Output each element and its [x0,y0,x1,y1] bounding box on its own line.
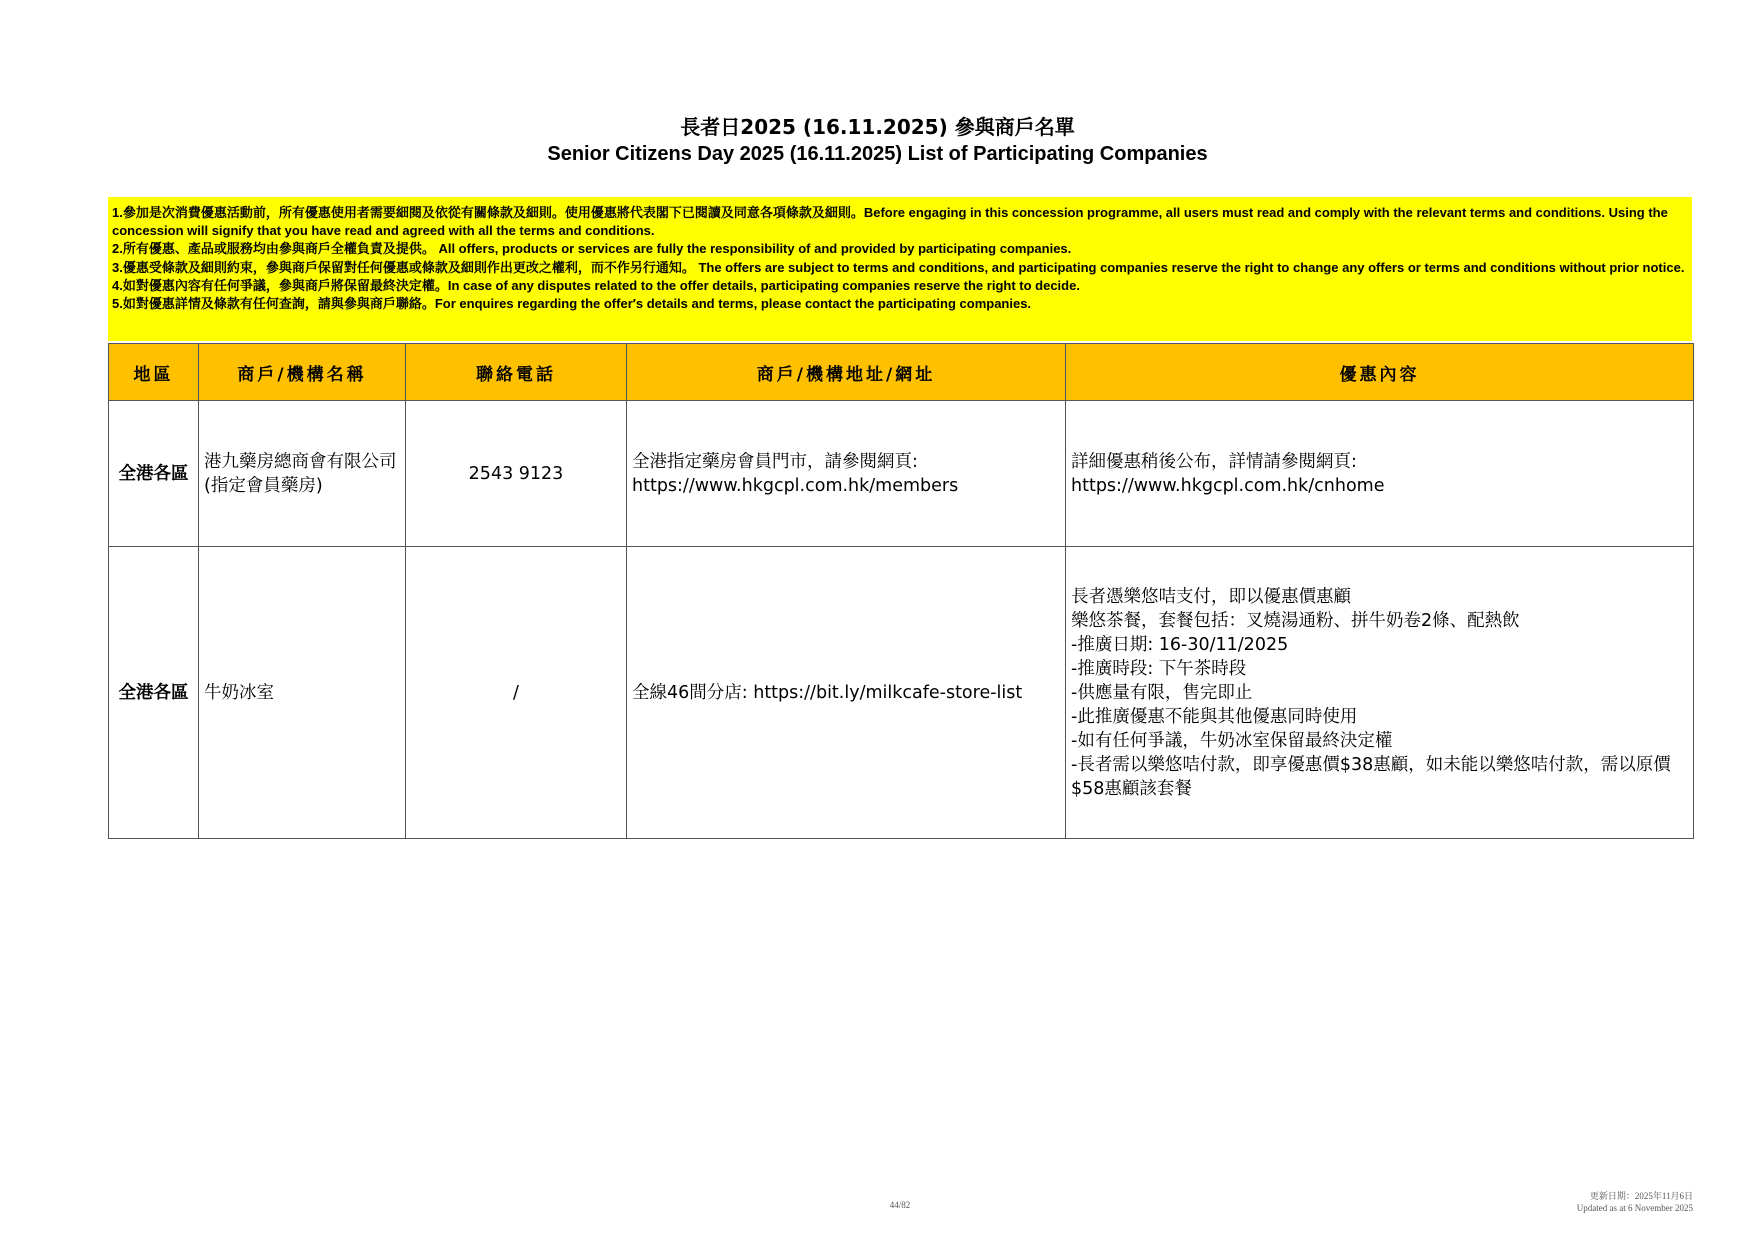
address-link[interactable]: https://www.hkgcpl.com.hk/members [632,475,959,496]
note-item: 3.優惠受條款及細則約束，參與商戶保留對任何優惠或條款及細則作出更改之權利，而不作另行通知。 The offers are subject to terms and conditions, and participating companies reserve the right to change any offers or terms and conditions without prior notice. [112,259,1685,275]
address-cell [627,401,1066,547]
table-row [109,401,1694,547]
update-date-en: Updated as at 6 November 2025 [1576,1203,1693,1213]
offer-cell [1066,401,1694,547]
district-cell: 全港各區 [109,547,199,839]
offer-line: -長者需以樂悠咭付款，即享優惠價$38惠顧，如未能以樂悠咭付款，需以原價$58惠顧該套餐 [1071,754,1671,799]
page-number: 44/82 [889,1200,911,1210]
terms-notes-box [108,197,1692,341]
participating-companies-table [108,343,1694,839]
title-english: Senior Citizens Day 2025 (16.11.2025) List of Participating Companies [547,143,1208,165]
offer-line: 長者憑樂悠咭支付，即以優惠價惠顧 [1071,586,1351,607]
header-company: 商戶/機構名稱 [199,344,406,401]
offer-line: 樂悠茶餐，套餐包括：叉燒湯通粉、拼牛奶卷2條、配熱飲 [1071,610,1520,631]
page-title [0,114,1755,168]
offer-cell [1066,547,1694,839]
title-chinese: 長者日2025 (16.11.2025) 參與商戶名單 [680,115,1075,139]
district-cell: 全港各區 [109,401,199,547]
update-date [1577,1190,1693,1214]
address-cell [627,547,1066,839]
phone-cell: 2543 9123 [406,401,627,547]
company-cell: 港九藥房總商會有限公司(指定會員藥房) [199,401,406,547]
note-item: 4.如對優惠內容有任何爭議，參與商戶將保留最終決定權。In case of any disputes related to the offer details, participating companies reserve the right to decide. [112,277,1080,293]
phone-cell: / [406,547,627,839]
address-line: 全港指定藥房會員門市，請參閱網頁: [632,451,918,472]
offer-line: -推廣時段: 下午茶時段 [1071,658,1247,679]
table-row [109,547,1694,839]
offer-line: -推廣日期: 16-30/11/2025 [1071,634,1289,655]
header-phone: 聯絡電話 [406,344,627,401]
offer-line: 詳細優惠稍後公布，詳情請參閱網頁: [1071,451,1357,472]
table-header-row [109,344,1694,401]
header-address: 商戶/機構地址/網址 [627,344,1066,401]
header-district: 地區 [109,344,199,401]
header-offer: 優惠內容 [1066,344,1694,401]
offer-line: -如有任何爭議，牛奶冰室保留最終決定權 [1071,730,1393,751]
offer-link[interactable]: https://www.hkgcpl.com.hk/cnhome [1071,475,1385,496]
offer-line: -供應量有限，售完即止 [1071,682,1253,703]
update-date-zh: 更新日期：2025年11月6日 [1589,1191,1693,1201]
note-item: 5.如對優惠詳情及條款有任何查詢，請與參與商戶聯絡。For enquires regarding the offer′s details and terms, please contact the participating companies. [112,296,1032,312]
note-item: 2.所有優惠、產品或服務均由參與商戶全權負責及提供。 All offers, products or services are fully the responsibility of and provided by participating companies. [112,241,1072,257]
note-item: 1.參加是次消費優惠活動前，所有優惠使用者需要細閱及依從有關條款及細則。使用優惠將代表閣下已閱讀及同意各項條款及細則。Before engaging in this concession programme, all users must read and comply with the relevant terms and conditions. Using the concession will signify that you have read and agreed with all the terms and conditions. [112,205,1668,239]
company-cell: 牛奶冰室 [199,547,406,839]
address-line: 全線46間分店: https://bit.ly/milkcafe-store-list [632,682,1023,703]
offer-line: -此推廣優惠不能與其他優惠同時使用 [1071,706,1358,727]
